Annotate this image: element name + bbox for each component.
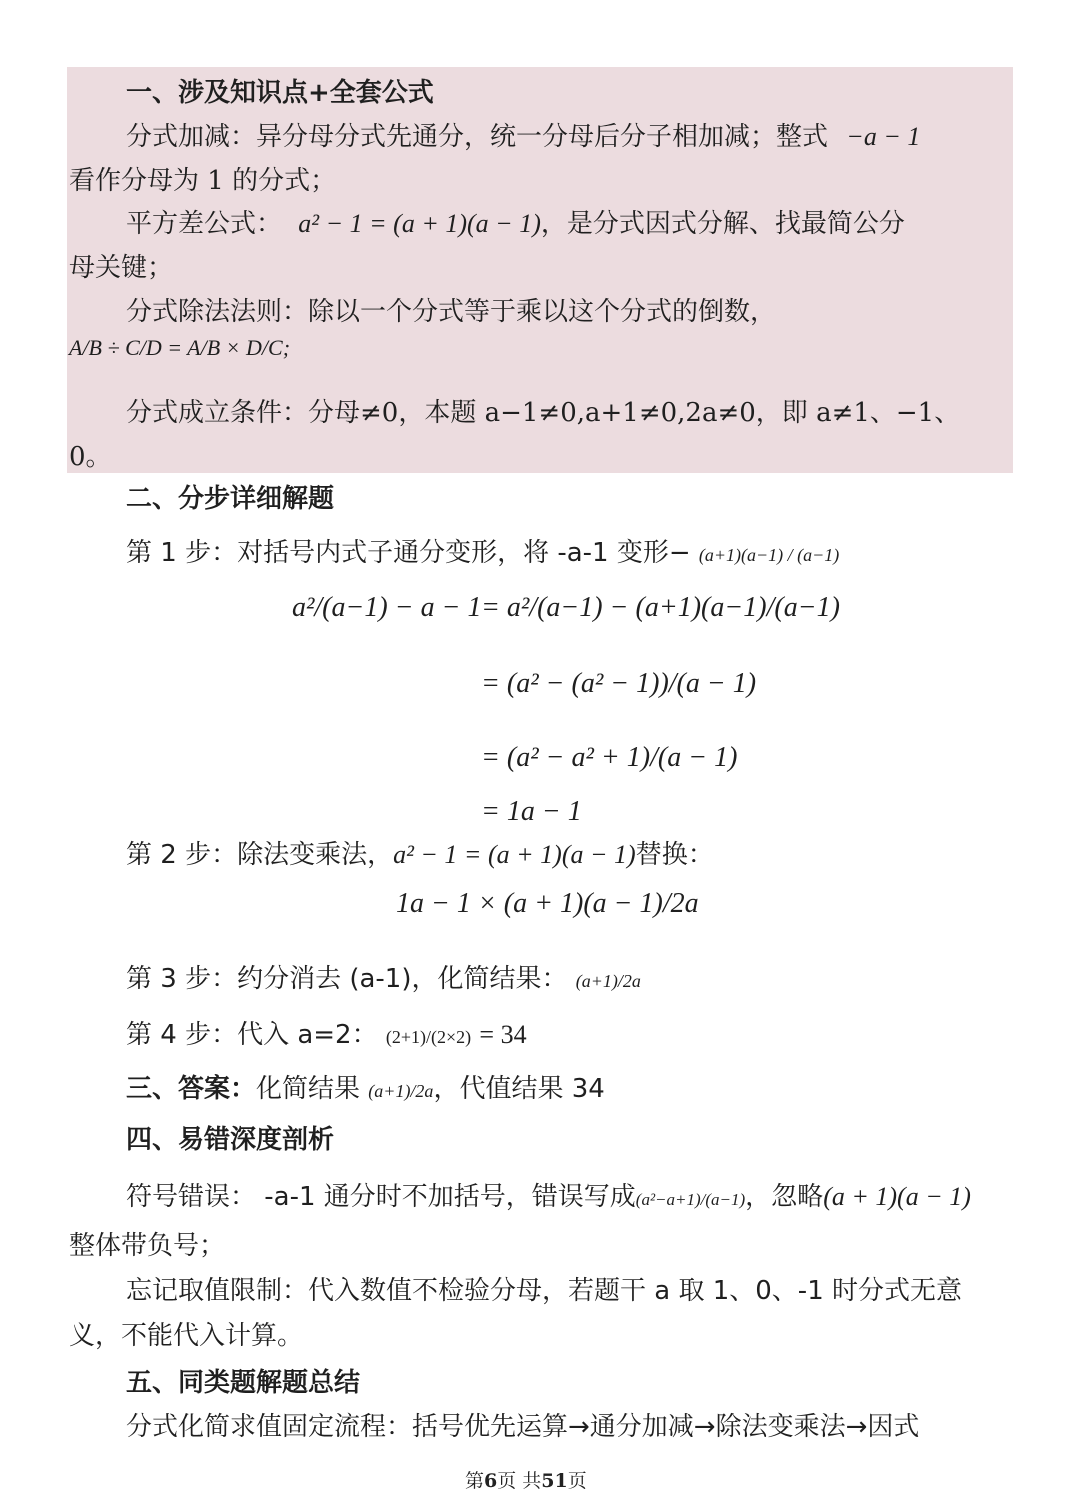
footer-page-number: 6 bbox=[484, 1470, 498, 1492]
answer-text2: ，代值结果 34 bbox=[433, 1074, 605, 1104]
step3-text: 第 3 步：约分消去 (a-1)，化简结果： bbox=[126, 964, 568, 994]
equation-line1: = a²/(a−1) − (a+1)(a−1)/(a−1) bbox=[481, 592, 840, 623]
diff-squares-label: 平方差公式： bbox=[126, 209, 283, 239]
error1-line2: 整体带负号； bbox=[69, 1231, 226, 1261]
step3-fraction: (a+1)/2a bbox=[575, 971, 641, 991]
error2-line1: 忘记取值限制：代入数值不检验分母，若题干 a 取 1、0、-1 时分式无意 bbox=[126, 1276, 962, 1306]
error1-tail: ，忽略 bbox=[745, 1182, 824, 1212]
page-footer bbox=[465, 1466, 587, 1493]
step4-fraction: (2+1)/(2×2) bbox=[385, 1027, 472, 1047]
answer-line bbox=[126, 1068, 605, 1105]
condition-line2: 0。 bbox=[69, 442, 112, 472]
step1-fraction: (a+1)(a−1) / (a−1) bbox=[698, 545, 840, 565]
equation-line3: = (a² − a² + 1)/(a − 1) bbox=[481, 742, 738, 773]
step1-line bbox=[126, 532, 839, 569]
diff-squares-line2: 母关键； bbox=[69, 253, 174, 283]
step4-text: 第 4 步：代入 a=2： bbox=[126, 1020, 378, 1050]
division-formula: A/B ÷ C/D = A/B × D/C; bbox=[69, 335, 291, 360]
diff-squares-formula: a² − 1 = (a + 1)(a − 1) bbox=[298, 209, 541, 238]
error1-expression: (a + 1)(a − 1) bbox=[823, 1182, 971, 1211]
footer-total-pages: 51 bbox=[541, 1470, 568, 1492]
diff-squares-line1 bbox=[126, 203, 905, 240]
step2-expression: 1a − 1 × (a + 1)(a − 1)/2a bbox=[396, 888, 699, 919]
step2-text: 第 2 步：除法变乘法， bbox=[126, 840, 394, 870]
error1-text: 符号错误： -a-1 通分时不加括号，错误写成 bbox=[126, 1182, 636, 1212]
answer-text1: 化简结果 bbox=[256, 1074, 361, 1104]
diff-squares-tail: ，是分式因式分解、找最简公分 bbox=[540, 209, 905, 239]
condition-line1: 分式成立条件：分母≠0，本题 a−1≠0,a+1≠0,2a≠0，即 a≠1、−1、 bbox=[126, 398, 961, 428]
add-sub-rule-text: 分式加减：异分母分式先通分，统一分母后分子相加减；整式 bbox=[126, 122, 829, 152]
footer-pre: 第 bbox=[465, 1470, 485, 1492]
add-sub-rule-line2: 看作分母为 1 的分式； bbox=[69, 166, 337, 196]
step1-text: 第 1 步：对括号内式子通分变形，将 -a-1 变形− bbox=[126, 538, 691, 568]
error2-line2: 义，不能代入计算。 bbox=[69, 1321, 304, 1351]
add-sub-rule-line1 bbox=[126, 116, 920, 153]
step4-line bbox=[126, 1014, 527, 1051]
equation-lhs: a²/(a−1) − a − 1 bbox=[292, 592, 482, 623]
add-sub-expression: −a − 1 bbox=[846, 122, 921, 151]
section5-title: 五、同类题解题总结 bbox=[126, 1368, 361, 1398]
equation-line2: = (a² − (a² − 1))/(a − 1) bbox=[481, 668, 757, 699]
step2-tail: 替换： bbox=[635, 840, 714, 870]
summary-line1: 分式化简求值固定流程：括号优先运算→通分加减→除法变乘法→因式 bbox=[126, 1412, 920, 1442]
step2-line bbox=[126, 834, 714, 871]
section3-title: 三、答案： bbox=[126, 1074, 257, 1104]
equation-line4: = 1a − 1 bbox=[481, 796, 582, 827]
section1-title: 一、涉及知识点+全套公式 bbox=[126, 78, 434, 108]
division-rule: 分式除法法则：除以一个分式等于乘以这个分式的倒数， bbox=[126, 297, 777, 327]
step4-result: = 34 bbox=[479, 1020, 527, 1049]
section2-title: 二、分步详细解题 bbox=[126, 484, 335, 514]
error1-line1 bbox=[126, 1176, 971, 1213]
footer-post: 页 bbox=[567, 1470, 587, 1492]
section4-title: 四、易错深度剖析 bbox=[126, 1125, 335, 1155]
footer-mid: 页 共 bbox=[497, 1470, 542, 1492]
step2-formula: a² − 1 = (a + 1)(a − 1) bbox=[393, 840, 636, 869]
error1-fraction: (a²−a+1)/(a−1) bbox=[635, 1190, 746, 1209]
answer-fraction: (a+1)/2a bbox=[368, 1081, 434, 1101]
step3-line bbox=[126, 958, 641, 995]
